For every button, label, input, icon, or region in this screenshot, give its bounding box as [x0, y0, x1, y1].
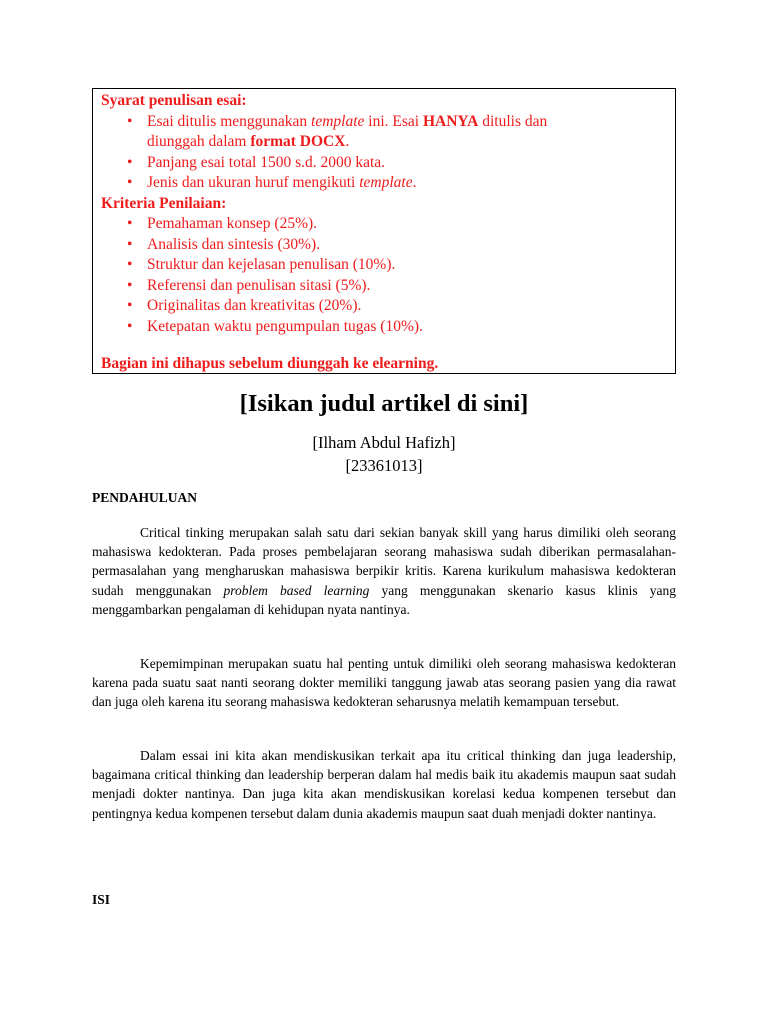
item-text: . [412, 174, 417, 191]
removal-note: Bagian ini dihapus sebelum diunggah ke elearning. [101, 355, 439, 372]
item-text: ditulis dan [478, 112, 548, 130]
introduction-heading: PENDAHULUAN [92, 490, 198, 505]
intro-paragraph-2: Kepemimpinan merupakan suatu hal penting untuk dimiliki oleh seorang mahasiswa kedokteran karena pada suatu saat nanti seorang dokter memiliki tanggung jawab atas seorang pasien yang dia rawat dan juga oleh karena itu seorang mahasiswa kedokteran seharusnya melatih kemampuan tersebut. [92, 656, 676, 710]
item-italic-text: template [359, 174, 413, 191]
criterion-text: Analisis dan sintesis (30%). [147, 235, 321, 253]
list-item [101, 214, 675, 235]
bullet-icon: • [127, 174, 133, 191]
assessment-criteria-list [101, 214, 675, 337]
list-item [101, 153, 675, 174]
criterion-text: Pemahaman konsep (25%). [147, 215, 318, 232]
criterion-text: Originalitas dan kreativitas (20%). [147, 297, 362, 314]
item-text: Jenis dan ukuran huruf mengikuti [147, 174, 360, 191]
writing-requirements-heading: Syarat penulisan esai: [101, 92, 247, 109]
list-item [101, 235, 675, 256]
item-text: Panjang esai total 1500 s.d. 2000 kata. [147, 153, 386, 171]
item-text: ini. Esai [364, 112, 423, 130]
bullet-icon: • [127, 153, 133, 171]
item-italic-text: template [311, 112, 365, 130]
paragraph-italic-text: problem based learning [223, 582, 370, 598]
bullet-icon: • [127, 317, 133, 335]
essay-requirements-box [92, 88, 676, 374]
list-item [101, 173, 675, 194]
item-text: Esai ditulis menggunakan [147, 112, 312, 130]
intro-paragraph-3: Dalam essai ini kita akan mendiskusikan terkait apa itu critical thinking dan juga leadership, bagaimana critical thinking dan leadership berperan dalam hal medis baik itu akademis maupun saat sudah menjadi dokter nantinya. Dan juga kita akan mendiskusikan korelasi kedua kompenen tersebut dan pentingnya kedua kompenen tersebut dalam dunia akademis maupun saat duah menjadi dokter nantinya. [92, 748, 676, 821]
item-text: diunggah dalam [147, 133, 251, 150]
list-item [101, 112, 675, 153]
list-item [101, 296, 675, 317]
criterion-text: Referensi dan penulisan sitasi (5%). [147, 276, 371, 294]
body-heading: ISI [92, 892, 111, 907]
criterion-text: Ketepatan waktu pengumpulan tugas (10%). [147, 317, 423, 335]
paragraph-text: yang menggunakan skenario kasus klinis yang menggambarkan pengalaman di kehidupan nyata nantinya. [92, 582, 676, 617]
bullet-icon: • [127, 297, 133, 314]
item-text: . [345, 133, 350, 150]
bullet-icon: • [127, 235, 133, 253]
criterion-text: Struktur dan kejelasan penulisan (10%). [147, 256, 396, 273]
list-item [101, 255, 675, 276]
author-name: [Ilham Abdul Hafizh] [312, 433, 456, 452]
bullet-icon: • [127, 256, 133, 273]
paragraph-text: Critical tinking merupakan salah satu dari sekian banyak skill yang harus dimiliki oleh seorang mahasiswa kedokteran. Pada proses pembelajaran seorang mahasiswa sudah diberikan permasalahan-permasalahan yang mengharuskan mahasiswa berpikir kritis. Karena kurikulum mahasiswa kedokteran sudah menggunakan [92, 525, 676, 598]
item-bold-text: format DOCX [250, 133, 346, 150]
list-item [101, 317, 675, 338]
assessment-criteria-heading: Kriteria Penilaian: [101, 194, 227, 212]
item-continuation [147, 132, 675, 153]
item-bold-text: HANYA [422, 112, 479, 130]
writing-requirements-list [101, 112, 675, 194]
article-title: [Isikan judul artikel di sini] [239, 390, 529, 417]
bullet-icon: • [127, 215, 133, 232]
intro-paragraph-1 [92, 523, 676, 619]
list-item [101, 276, 675, 297]
bullet-icon: • [127, 276, 133, 294]
bullet-icon: • [127, 112, 133, 130]
student-id: [23361013] [345, 456, 423, 475]
